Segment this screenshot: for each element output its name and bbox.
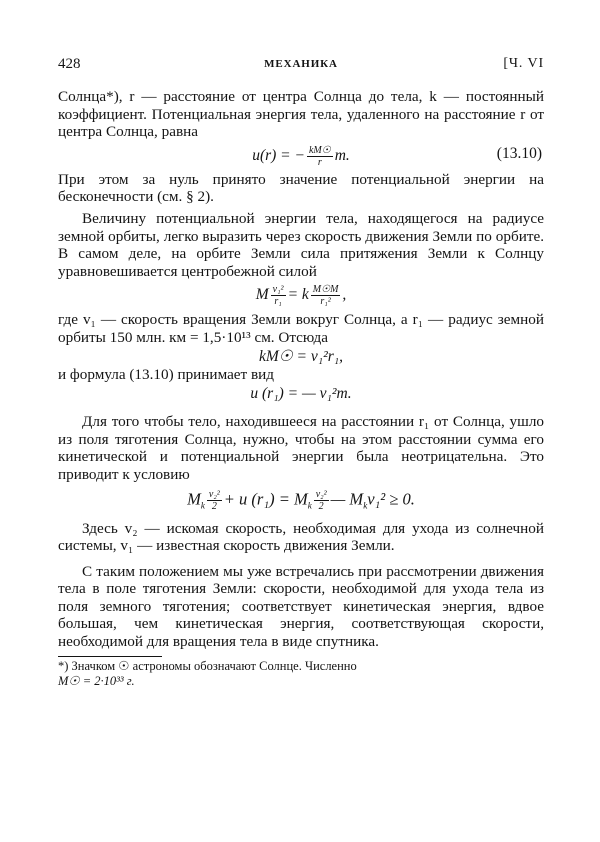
paragraph: Здесь v₂ — искомая скорость, необходимая для ухода из солнечной системы, v₁ — известная скорость движения Земли.	[58, 519, 544, 555]
frac-denominator: r₁	[274, 296, 282, 308]
formula-energy-condition	[58, 489, 544, 512]
footnote-text: *) Значком ☉ астрономы обозначают Солнце. Численно	[58, 658, 357, 673]
formula-subscript: k	[200, 500, 205, 511]
formula-fraction	[311, 284, 341, 307]
formula-u-r1: u (r₁) = — v₁²m.	[250, 385, 352, 403]
chapter-label: [Ч. VI	[503, 56, 544, 71]
frac-denominator: 2	[211, 500, 217, 512]
formula-kM: kM☉ = v₁²r₁,	[258, 347, 344, 365]
footnote-divider	[58, 656, 162, 657]
frac-numerator: v₂²	[208, 488, 220, 500]
formula-subscript: k	[363, 500, 368, 511]
formula-part: M	[187, 488, 201, 508]
formula-fraction	[207, 489, 222, 512]
formula-13-10	[58, 145, 544, 168]
paragraph: Солнца*), r — расстояние от центра Солнца до тела, k — постоянный коэффициент. Потенциальная энергия тела, удаленного на расстояние r от центра Солнца, равна	[58, 88, 544, 141]
page-header	[58, 44, 544, 72]
formula-fraction	[307, 145, 333, 168]
formula-part: M	[255, 286, 269, 304]
page-number: 428	[58, 56, 81, 72]
footnote	[58, 659, 544, 689]
formula-part: ,	[342, 286, 347, 304]
paragraph: При этом за нуль принято значение потенциальной энергии на бесконечности (см. § 2).	[58, 170, 544, 206]
formula-rhs: m.	[334, 146, 350, 164]
frac-numerator: v₁²	[272, 284, 284, 296]
frac-numerator: M☉M	[312, 284, 339, 296]
frac-numerator: kM☉	[308, 144, 331, 156]
footnote-value: M☉ = 2·10³³ г.	[58, 673, 135, 688]
formula-part: — M	[330, 488, 364, 508]
paragraph: Величину потенциальной энергии тела, находящегося на радиусе земной орбиты, легко выразить через скорость движения Земли по орбите. В самом деле, на орбите Земли сила притяжения Земли к Солнцу уравновешивается центробежной силой	[58, 209, 544, 280]
equation-number: (13.10)	[496, 144, 542, 162]
frac-denominator: 2	[318, 500, 324, 512]
paragraph: С таким положением мы уже встречались при рассмотрении движения тела в поле тяготения Земли: скорости, необходимой для ухода тела из поля земного тяготения; соответствует кинетическая энергия, вдвое большая, чем кинетическая энергия, соответствующая скорости, необходимой для вращения тела в виде спутника.	[58, 562, 544, 651]
paragraph: и формула (13.10) принимает вид	[58, 365, 275, 383]
formula-part: = k	[287, 286, 309, 304]
frac-numerator: v₂²	[315, 488, 327, 500]
paragraph: где v₁ — скорость вращения Земли вокруг Солнца, а r₁ — радиус земной орбиты 150 млн. км = 1,5·10¹³ см. Отсюда	[58, 311, 544, 346]
formula-part: v₁² ≥ 0.	[367, 488, 415, 508]
formula-part: + u (r₁) = M	[223, 488, 308, 508]
running-title: МЕХАНИКА	[264, 58, 338, 70]
page	[58, 44, 544, 689]
formula-force-balance	[58, 284, 544, 307]
frac-denominator: r₁²	[320, 296, 331, 308]
formula-fraction	[271, 284, 286, 307]
formula-lhs: u(r) = −	[252, 146, 305, 164]
formula-subscript: k	[307, 500, 312, 511]
paragraph: Для того чтобы тело, находившееся на расстоянии r₁ от Солнца, ушло из поля тяготения Солнца, нужно, чтобы на этом расстоянии сумма его кинетической и потенциальной энергии была неотрицательна. Это приводит к условию	[58, 413, 544, 483]
frac-denominator: r	[317, 156, 322, 168]
formula-fraction	[314, 489, 329, 512]
